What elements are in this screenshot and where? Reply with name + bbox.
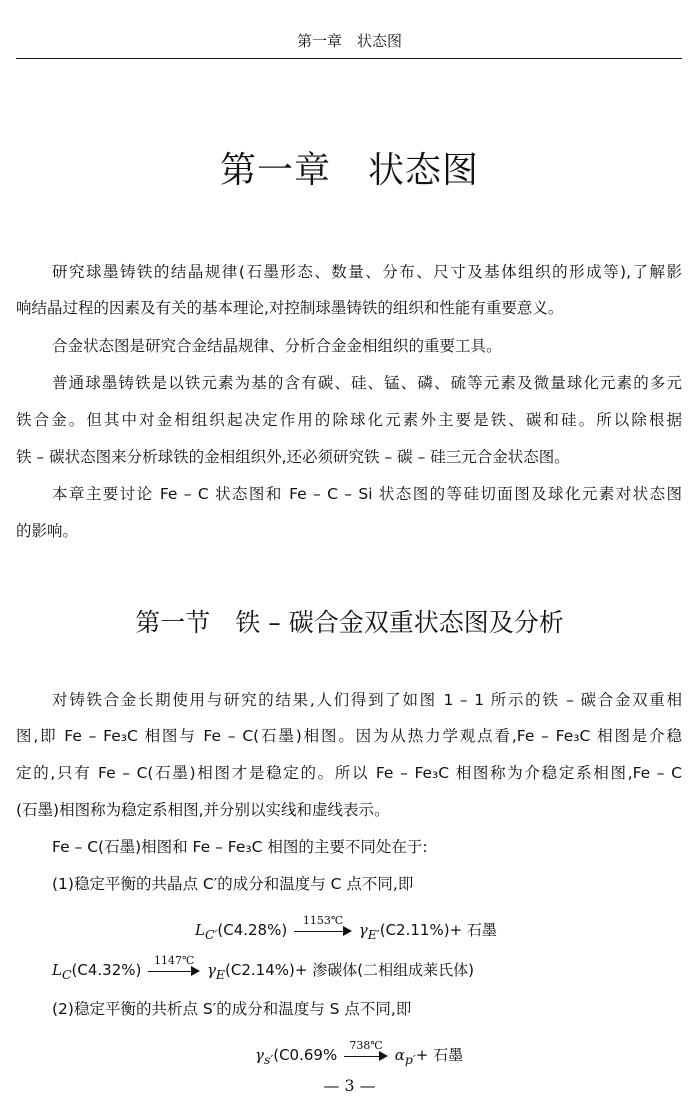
intro-line-4: 普通球墨铸铁是以铁元素为基的含有碳、硅、锰、磷、硫等元素及微量球化元素的多元 bbox=[52, 374, 682, 392]
eq1-lhs-composition: (C4.28%) bbox=[217, 921, 288, 939]
equation-eutectoid-stable bbox=[255, 1040, 463, 1070]
eq3-lhs-sub: s′ bbox=[263, 1052, 274, 1067]
eq3-lhs-composition: (C0.69% bbox=[273, 1046, 338, 1064]
eq2-reaction-arrow bbox=[148, 953, 200, 986]
section-line-6: (1)稳定平衡的共晶点 C′的成分和温度与 C 点不同,即 bbox=[52, 875, 414, 893]
eq2-rhs-tail: + 渗碳体(二相组成莱氏体) bbox=[294, 961, 474, 979]
eq3-rhs-tail: + 石墨 bbox=[415, 1046, 464, 1064]
intro-line-7: 本章主要讨论 Fe – C 状态图和 Fe – C – Si 状态图的等硅切面图及球化元素对状态图 bbox=[52, 485, 682, 503]
eq2-rhs-phase: γ bbox=[206, 961, 216, 979]
eq2-rhs-sub: E bbox=[215, 967, 226, 982]
section-point-2: (2)稳定平衡的共析点 S′的成分和温度与 S 点不同,即 bbox=[52, 1000, 412, 1018]
eq2-temperature: 1147℃ bbox=[154, 953, 195, 967]
eq1-rhs-sub: E′ bbox=[367, 927, 380, 942]
eq1-lhs-sub: C′ bbox=[204, 927, 218, 942]
section-line-2: 图,即 Fe – Fe₃C 相图与 Fe – C(石墨)相图。因为从热力学观点看,Fe – Fe₃C 相图是介稳 bbox=[16, 727, 682, 745]
section-line-5: Fe – C(石墨)相图和 Fe – Fe₃C 相图的主要不同处在于: bbox=[52, 838, 428, 856]
intro-line-5: 铁合金。但其中对金相组织起决定作用的除球化元素外主要是铁、碳和硅。所以除根据 bbox=[16, 411, 682, 429]
eq1-reaction-arrow bbox=[294, 913, 352, 946]
section-title: 第一节 铁 – 碳合金双重状态图及分析 bbox=[135, 608, 564, 637]
eq2-lhs: L bbox=[52, 961, 62, 979]
eq1-rhs-phase: γ bbox=[358, 921, 368, 939]
eq3-lhs: γ bbox=[255, 1046, 264, 1064]
intro-line-3: 合金状态图是研究合金结晶规律、分析合金金相组织的重要工具。 bbox=[52, 337, 502, 355]
equation-eutectic-metastable bbox=[52, 955, 474, 985]
eq1-lhs: L bbox=[195, 921, 205, 939]
section-line-1: 对铸铁合金长期使用与研究的结果,人们得到了如图 1 – 1 所示的铁 – 碳合金双重相 bbox=[52, 691, 682, 709]
page-number: — 3 — bbox=[323, 1076, 376, 1095]
eq2-lhs-sub: C bbox=[61, 967, 72, 982]
eq3-rhs-phase: α bbox=[394, 1046, 405, 1064]
intro-line-8: 的影响。 bbox=[16, 522, 79, 540]
header-rule bbox=[16, 58, 682, 59]
chapter-title: 第一章 状态图 bbox=[219, 150, 479, 191]
eq3-temperature: 738℃ bbox=[349, 1038, 383, 1052]
eq1-rhs-tail: + 石墨 bbox=[449, 921, 497, 939]
section-line-3: 定的,只有 Fe – C(石墨)相图才是稳定的。所以 Fe – Fe₃C 相图称为介稳定系相图,Fe – C bbox=[16, 764, 682, 782]
eq1-rhs-composition: (C2.11%) bbox=[379, 921, 450, 939]
eq3-reaction-arrow bbox=[344, 1038, 388, 1071]
running-header: 第一章 状态图 bbox=[296, 32, 402, 50]
intro-line-2: 响结晶过程的因素及有关的基本理论,对控制球墨铸铁的组织和性能有重要意义。 bbox=[16, 299, 564, 317]
eq2-lhs-composition: (C4.32%) bbox=[71, 961, 142, 979]
eq3-rhs-sub: p′ bbox=[404, 1052, 416, 1067]
equation-eutectic-stable bbox=[195, 915, 497, 945]
intro-line-1: 研究球墨铸铁的结晶规律(石墨形态、数量、分布、尺寸及基体组织的形成等),了解影 bbox=[52, 263, 682, 281]
eq2-rhs-composition: (C2.14%) bbox=[225, 961, 295, 979]
intro-line-6: 铁 – 碳状态图来分析球铁的金相组织外,还必须研究铁 – 碳 – 硅三元合金状态图。 bbox=[16, 448, 570, 466]
section-line-4: (石墨)相图称为稳定系相图,并分别以实线和虚线表示。 bbox=[16, 801, 390, 819]
eq1-temperature: 1153℃ bbox=[302, 913, 344, 927]
